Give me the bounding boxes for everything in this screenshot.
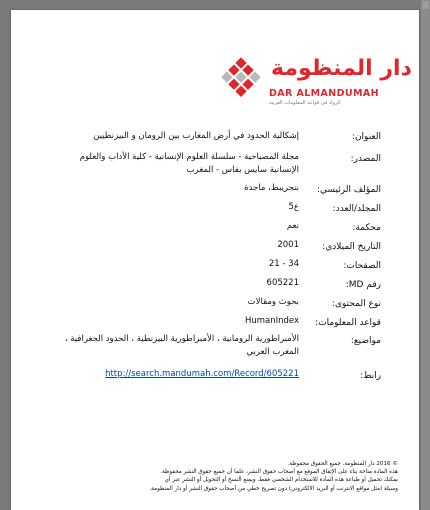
notice-line: وسيلة (مثل مواقع الانترنت أو البريد الالكتروني) دون تصريح خطي من أصحاب حقوق النشر أو دار المنظومة.	[149, 485, 398, 492]
author-label: المؤلف الرئيسي:	[316, 185, 381, 195]
logo-arabic-text: دار المنظومة	[271, 56, 412, 81]
notice-line: هذه المادة متاحة بناء على الإتفاق الموقع مع أصحاب حقوق النشر، علما أن جميع حقوق النشر محفوظة.	[160, 469, 398, 476]
title-value: إشكالية الحدود في أرض المغارب بين الرومان و البيزنطيين	[93, 131, 299, 141]
source-value: مجلة المصباحية - سلسلة العلوم الإنسانية - كلية الآداب والعلوم الإنسانية سايس بفاس - المغرب	[79, 152, 299, 175]
volume-value: ع5	[288, 202, 299, 212]
logo-diamond-icon	[211, 50, 271, 110]
subjects-label: مواضيع:	[350, 336, 381, 346]
pages-value: 34 - 21	[268, 259, 299, 269]
record-link[interactable]: http://search.mandumah.com/Record/605221	[105, 369, 299, 379]
databases-value: HumanIndex	[244, 316, 299, 326]
peer-reviewed-value: نعم	[286, 221, 299, 231]
scrollbar-track[interactable]	[421, 0, 430, 510]
link-label: رابط:	[360, 371, 381, 381]
volume-label: المجلد/العدد:	[332, 204, 381, 214]
date-value: 2001	[277, 240, 299, 250]
document-page	[11, 10, 419, 510]
databases-label: قواعد المعلومات:	[315, 318, 381, 328]
source-label: المصدر:	[350, 154, 381, 164]
record-link-wrap	[105, 368, 299, 381]
content-type-value: بحوث ومقالات	[247, 297, 299, 307]
peer-reviewed-label: محكمة:	[352, 223, 381, 233]
copyright-line: © 2016 دار المنظومة. جميع الحقوق محفوظة.	[287, 461, 398, 467]
content-type-label: نوع المحتوى:	[331, 299, 381, 309]
logo-english-text: DAR ALMANDUMAH	[269, 88, 379, 99]
title-label: العنوان:	[351, 132, 381, 142]
dar-almandumah-logo	[211, 50, 412, 110]
pages-label: الصفحات:	[343, 261, 381, 271]
logo-tagline: الرواد في قواعد المعلومات العربية	[269, 100, 341, 106]
date-label: التاريخ الميلادي:	[322, 242, 381, 252]
author-value: بنجريبط، ماجدة	[244, 183, 299, 193]
md-number-label: رقم MD:	[345, 280, 381, 290]
copyright-notice	[36, 460, 398, 493]
md-number-value: 605221	[266, 278, 299, 288]
subjects-value: الأمبراطورية الرومانية ، الأمبراطورية البيزنطية ، الحدود الجغرافية ، المغرب العربي	[64, 334, 299, 357]
notice-line: يمكنك تحميل أو طباعة هذه المادة للاستخدام الشخصي فقط، ويمنع النسخ أو التحويل أو النشر عبر أي	[164, 477, 398, 484]
scrollbar-up-arrow[interactable]	[422, 1, 429, 9]
